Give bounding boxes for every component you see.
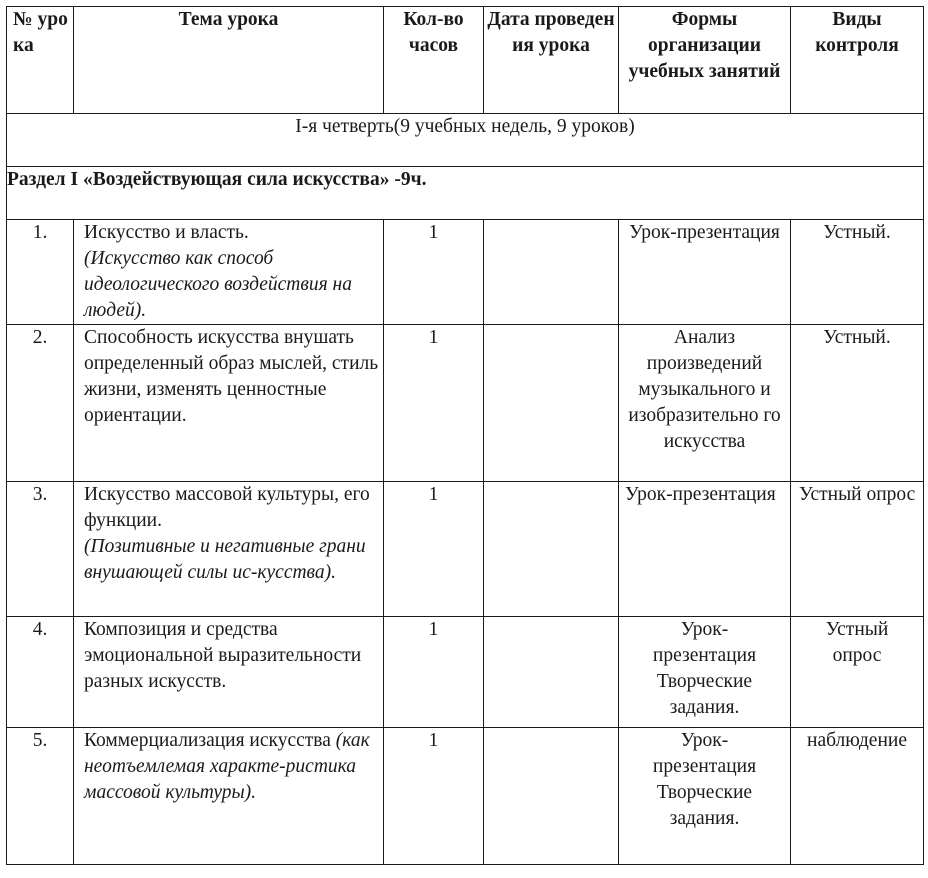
lesson-control: Устный опрос	[791, 617, 924, 728]
lesson-topic-note: (Позитивные и негативные грани внушающей силы ис-кусства).	[84, 536, 366, 583]
table-row	[7, 220, 924, 325]
quarter-label: I-я четверть(9 учебных недель, 9 уроков)	[7, 114, 924, 167]
lesson-form: Урок-презентация Творческие задания.	[619, 728, 791, 865]
quarter-row	[7, 114, 924, 167]
lesson-topic-note: (Искусство как способ идеологического воздействия на людей).	[84, 248, 352, 321]
lesson-number: 2.	[7, 325, 74, 482]
header-date: Дата проведен ия урока	[484, 7, 619, 114]
lesson-number: 4.	[7, 617, 74, 728]
lesson-control: Устный.	[791, 220, 924, 325]
header-lesson-number: № уро ка	[7, 7, 74, 114]
lesson-topic-text: Способность искусства внушать определенный образ мыслей, стиль жизни, изменять ценностные ориентации.	[84, 327, 379, 426]
lesson-date	[484, 220, 619, 325]
lesson-topic-text: Коммерциализация искусства	[84, 730, 331, 751]
lesson-date	[484, 482, 619, 617]
lesson-topic	[74, 728, 384, 865]
table-row	[7, 617, 924, 728]
table-row	[7, 482, 924, 617]
lesson-form: Урок-презентация	[619, 220, 791, 325]
section-row	[7, 167, 924, 220]
lesson-number: 1.	[7, 220, 74, 325]
lesson-number: 5.	[7, 728, 74, 865]
lesson-date	[484, 617, 619, 728]
lesson-plan-table	[6, 6, 924, 865]
lesson-topic-text: Искусство и власть.	[84, 222, 249, 243]
header-forms: Формы организации учебных занятий	[619, 7, 791, 114]
table-row	[7, 325, 924, 482]
lesson-topic-note: (как неотъемлемая характе-ристика массовой культуры).	[84, 730, 370, 803]
lesson-form: Урок-презентация	[619, 482, 791, 617]
lesson-number: 3.	[7, 482, 74, 617]
header-topic: Тема урока	[74, 7, 384, 114]
lesson-topic	[74, 482, 384, 617]
lesson-date	[484, 728, 619, 865]
section-label: Раздел I «Воздействующая сила искусства» -9ч.	[7, 167, 924, 220]
lesson-topic	[74, 617, 384, 728]
lesson-plan-sheet	[6, 6, 923, 865]
lesson-topic	[74, 325, 384, 482]
lesson-control: Устный опрос	[791, 482, 924, 617]
lesson-topic-text: Искусство массовой культуры, его функции.	[84, 484, 370, 531]
header-hours: Кол-во часов	[384, 7, 484, 114]
lesson-hours: 1	[384, 220, 484, 325]
lesson-control: Устный.	[791, 325, 924, 482]
lesson-form: Урок-презентация Творческие задания.	[619, 617, 791, 728]
lesson-topic-text: Композиция и средства эмоциональной выразительности разных искусств.	[84, 619, 362, 692]
lesson-hours: 1	[384, 325, 484, 482]
lesson-form: Анализ произведений музыкального и изобразительно го искусства	[619, 325, 791, 482]
lesson-control: наблюдение	[791, 728, 924, 865]
header-control: Виды контроля	[791, 7, 924, 114]
lesson-hours: 1	[384, 617, 484, 728]
lesson-hours: 1	[384, 728, 484, 865]
table-row	[7, 728, 924, 865]
lesson-date	[484, 325, 619, 482]
lesson-topic	[74, 220, 384, 325]
lesson-hours: 1	[384, 482, 484, 617]
table-header-row	[7, 7, 924, 114]
